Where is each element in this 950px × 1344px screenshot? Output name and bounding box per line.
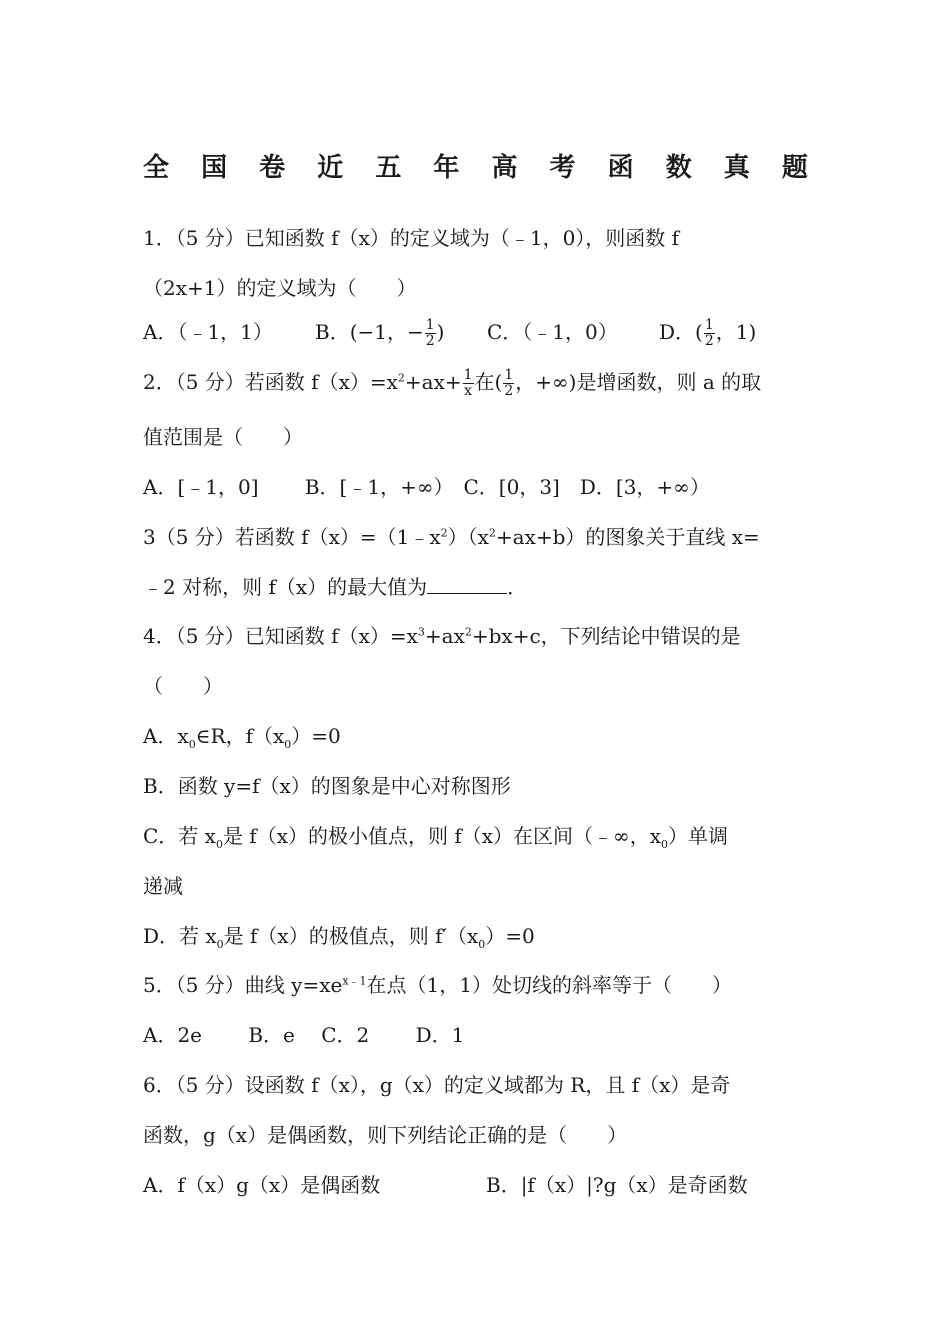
q4-stem-line1 xyxy=(143,622,741,650)
q1-option-c: C．（﹣1，0） xyxy=(487,320,618,344)
q4-option-a xyxy=(143,722,341,750)
fraction-numerator: 1 xyxy=(425,317,435,333)
fraction-denominator: 2 xyxy=(504,383,514,399)
title-char: 真 xyxy=(723,152,750,183)
q4-text: A．x xyxy=(143,724,189,748)
q6-stem-line1: 6．（5 分）设函数 f（x），g（x）的定义域都为 R，且 f（x）是奇 xyxy=(143,1073,731,1097)
q4-exponent: 2 xyxy=(464,625,472,639)
q4-option-b: B．函数 y=f（x）的图象是中心对称图形 xyxy=(143,774,511,798)
q4-text: +ax xyxy=(424,624,465,648)
fraction-numerator: 1 xyxy=(504,367,514,383)
q1-option-d xyxy=(659,318,756,349)
title-char: 卷 xyxy=(259,152,286,183)
q5-exponent: x﹣1 xyxy=(342,974,367,988)
q6-stem-line2: 函数，g（x）是偶函数，则下列结论正确的是（ ） xyxy=(143,1123,628,1147)
q4-subscript: 0 xyxy=(188,738,196,751)
q4-subscript: 0 xyxy=(216,938,224,951)
q3-stem-line2 xyxy=(143,573,527,601)
q2-text: +ax+ xyxy=(404,370,462,394)
title-char: 国 xyxy=(201,152,228,183)
q5-text: 在点（1，1）处切线的斜率等于（ ） xyxy=(366,973,732,997)
q1-stem-line2: （2x+1）的定义域为（ ） xyxy=(143,276,417,300)
fraction-numerator: 1 xyxy=(463,367,473,383)
q2-text: 2．（5 分）若函数 f（x）=x xyxy=(143,370,398,394)
q2-stem-line1 xyxy=(143,368,761,399)
title-char: 全 xyxy=(143,152,170,183)
q1-option-b-text: B．(−1，− xyxy=(315,320,424,344)
q4-option-c-line2: 递减 xyxy=(143,874,183,898)
q2-text: 在( xyxy=(474,370,503,394)
q2-fraction-1-over-2 xyxy=(503,368,514,399)
q5-stem xyxy=(143,971,732,999)
q4-exponent: 3 xyxy=(417,625,425,639)
q6-option-b: B．|f（x）|?g（x）是奇函数 xyxy=(486,1173,748,1197)
fraction-denominator: x xyxy=(464,383,473,399)
title-char: 高 xyxy=(491,152,518,183)
q6-option-a: A．f（x）g（x）是偶函数 xyxy=(143,1173,381,1197)
q4-subscript: 0 xyxy=(284,738,292,751)
q6-options xyxy=(143,1171,748,1199)
q3-text: ）（x xyxy=(447,525,489,549)
q4-text: +bx+c，下列结论中错误的是 xyxy=(471,624,741,648)
q5-text: 5．（5 分）曲线 y=xe xyxy=(143,973,343,997)
q4-subscript: 0 xyxy=(660,838,668,851)
q1-option-b-suffix: ) xyxy=(436,320,445,344)
q3-text: ． xyxy=(507,575,528,599)
q4-subscript: 0 xyxy=(478,938,486,951)
q1-option-d-suffix: ，1) xyxy=(715,320,757,344)
q1-option-a: A．（﹣1，1） xyxy=(143,320,273,344)
q4-option-d xyxy=(143,922,535,950)
q1-option-d-fraction xyxy=(704,318,715,349)
q1-option-b-fraction xyxy=(425,318,436,349)
q4-text: 是 f（x）的极小值点，则 f（x）在区间（﹣∞，x xyxy=(222,824,661,848)
q4-text: 是 f（x）的极值点，则 f′（x xyxy=(223,924,479,948)
q5-options: A．2e B．e C．2 D．1 xyxy=(143,1023,465,1047)
q4-text: ）=0 xyxy=(485,924,535,948)
q4-stem-line2: （ ） xyxy=(143,674,223,698)
page-title xyxy=(143,145,808,185)
title-char: 考 xyxy=(549,152,576,183)
title-char: 函 xyxy=(607,152,634,183)
fraction-denominator: 2 xyxy=(704,333,714,349)
q1-options xyxy=(143,318,756,349)
title-char: 题 xyxy=(781,152,808,183)
q2-exponent: 2 xyxy=(397,371,405,385)
q3-text: 3（5 分）若函数 f（x）=（1﹣x xyxy=(143,525,441,549)
q3-exponent: 2 xyxy=(440,526,448,540)
q3-exponent: 2 xyxy=(488,526,496,540)
q1-option-d-text: D．( xyxy=(659,320,703,344)
answer-blank xyxy=(427,575,507,594)
title-char: 年 xyxy=(433,152,460,183)
title-char: 近 xyxy=(317,152,344,183)
q4-option-c xyxy=(143,822,728,850)
title-char: 数 xyxy=(665,152,692,183)
fraction-numerator: 1 xyxy=(704,317,714,333)
q4-text: ∈R，f（x xyxy=(195,724,285,748)
q2-stem-line2: 值范围是（ ） xyxy=(143,425,303,449)
q4-text: D．若 x xyxy=(143,924,217,948)
fraction-denominator: 2 xyxy=(425,333,435,349)
q4-text: 4．（5 分）已知函数 f（x）=x xyxy=(143,624,418,648)
q3-text: +ax+b）的图象关于直线 x= xyxy=(495,525,760,549)
q1-stem-line1: 1．（5 分）已知函数 f（x）的定义域为（﹣1，0），则函数 f xyxy=(143,226,680,250)
q1-option-b xyxy=(315,318,487,349)
q2-text: ，+∞)是增函数，则 a 的取 xyxy=(515,370,762,394)
q4-text: C．若 x xyxy=(143,824,216,848)
q4-subscript: 0 xyxy=(215,838,223,851)
q4-text: ）=0 xyxy=(291,724,341,748)
q2-options: A．[﹣1，0] B．[﹣1，+∞） C．[0，3] D．[3，+∞） xyxy=(143,475,710,499)
q4-text: ）单调 xyxy=(667,824,728,848)
title-char: 五 xyxy=(375,152,402,183)
q3-text: ﹣2 对称，则 f（x）的最大值为 xyxy=(143,575,428,599)
q3-stem-line1 xyxy=(143,523,760,551)
q2-fraction-1-over-x xyxy=(463,368,474,399)
